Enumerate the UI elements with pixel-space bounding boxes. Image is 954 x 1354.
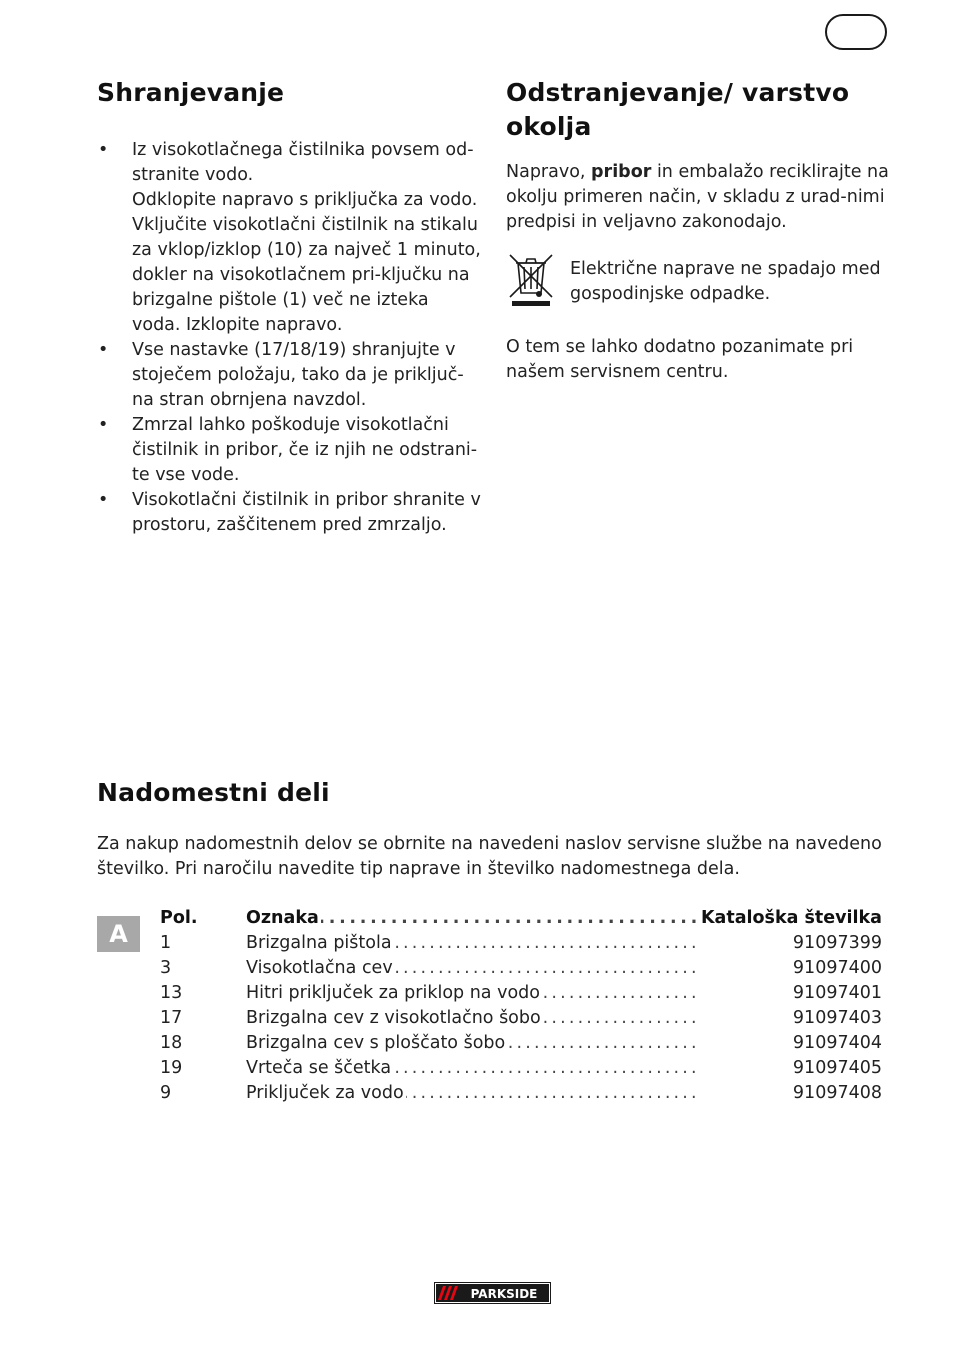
disposal-intro [506,160,901,235]
table-row [160,931,882,956]
header-name-label: Oznaka [246,908,319,928]
header-pos: Pol. [160,908,198,928]
list-item-text: Vse nastavke (17/18/19) shranjujte v stoječem položaju, tako da je priključ-na stran obrnjena navzdol. [132,340,464,410]
spare-parts-intro: Za nakup nadomestnih delov se obrnite na navedeni naslov servisne službe na navedeno številko. Pri naročilu navedite tip naprave in številko nadomestnega dela. [97,834,882,879]
row-pos: 3 [160,958,172,978]
row-name-label: Visokotlačna cev [246,958,393,978]
list-item-extra: Odklopite napravo s priključka za vodo. Vključite visokotlačni čistilnik na stikalu za vklop/izklop (10) za največ 1 minuto, dokler na visokotlačnem pri-ključku na brizgalne pištole (1) več ne izteka voda. Izklopite napravo. [132,190,481,335]
spare-parts-heading: Nadomestni deli [97,778,330,807]
row-name-label: Vrteča se ščetka [246,1058,392,1078]
row-number: 91097403 [792,1008,882,1028]
list-item-text: Visokotlačni čistilnik in pribor shranite v prostoru, zaščitenem pred zmrzaljo. [132,490,481,535]
bullet-icon: • [98,340,109,360]
intro-text: Napravo, [506,162,592,182]
row-pos: 18 [160,1033,183,1053]
header-number: Kataloška številka [700,908,882,928]
row-number: 91097404 [792,1033,882,1053]
language-badge [825,14,887,50]
storage-heading: Shranjevanje [97,78,285,107]
row-name [246,981,699,1006]
row-number: 91097400 [792,958,882,978]
bullet-icon: • [98,490,109,510]
list-item-text: Zmrzal lahko poškoduje visokotlačni čistilnik in pribor, če iz njih ne odstrani-te vse vode. [132,415,478,485]
row-number: 91097399 [792,933,882,953]
row-name-label: Priključek za vodo [246,1083,404,1103]
table-row [160,956,882,981]
list-item [97,488,482,538]
spare-parts-section [97,776,897,882]
disposal-section [506,76,901,385]
table-row [160,1006,882,1031]
row-name-label: Brizgalna cev s ploščato šobo [246,1033,506,1053]
row-name [246,1056,699,1081]
row-name [246,1006,699,1031]
list-item [97,138,482,338]
service-text: O tem se lahko dodatno pozanimate pri našem servisnem centru. [506,337,854,382]
row-name-label: Brizgalna pištola [246,933,392,953]
header-name [246,906,699,931]
list-item-text: Iz visokotlačnega čistilnika povsem od-stranite vodo. [132,140,474,185]
weee-text: Električne naprave ne spadajo med gospodinjske odpadke. [570,259,881,304]
row-name [246,1081,699,1106]
storage-section [97,76,482,538]
row-name [246,956,699,981]
list-item [97,338,482,413]
storage-list [97,138,482,538]
table-header-row [160,906,882,931]
table-row [160,1056,882,1081]
intro-bold-text: pribor [591,162,652,182]
row-number: 91097405 [792,1058,882,1078]
table-row [160,981,882,1006]
row-pos: 9 [160,1083,172,1103]
row-pos: 13 [160,983,183,1003]
row-name-label: Brizgalna cev z visokotlačno šobo [246,1008,541,1028]
parkside-logo [434,1282,551,1304]
row-pos: 19 [160,1058,183,1078]
table-row [160,1081,882,1106]
table-row [160,1031,882,1056]
row-pos: 17 [160,1008,183,1028]
disposal-heading: Odstranjevanje/ varstvo okolja [506,78,850,141]
row-number: 91097408 [792,1083,882,1103]
row-pos: 1 [160,933,172,953]
intro-text-rest: in embalažo reciklirajte na okolju primeren način, v skladu z urad-nimi predpisi in veljavno zakonodajo. [506,162,889,232]
figure-badge: A [97,916,140,952]
weee-notice [506,249,901,309]
row-name [246,931,699,956]
bullet-icon: • [98,415,109,435]
row-name [246,1031,699,1056]
bullet-icon: • [98,140,109,160]
row-number: 91097401 [792,983,882,1003]
row-name-label: Hitri priključek za priklop na vodo [246,983,540,1003]
crossed-bin-icon [506,251,556,307]
spare-parts-table [160,906,882,1106]
list-item [97,413,482,488]
brand-text: PARKSIDE [470,1287,538,1301]
